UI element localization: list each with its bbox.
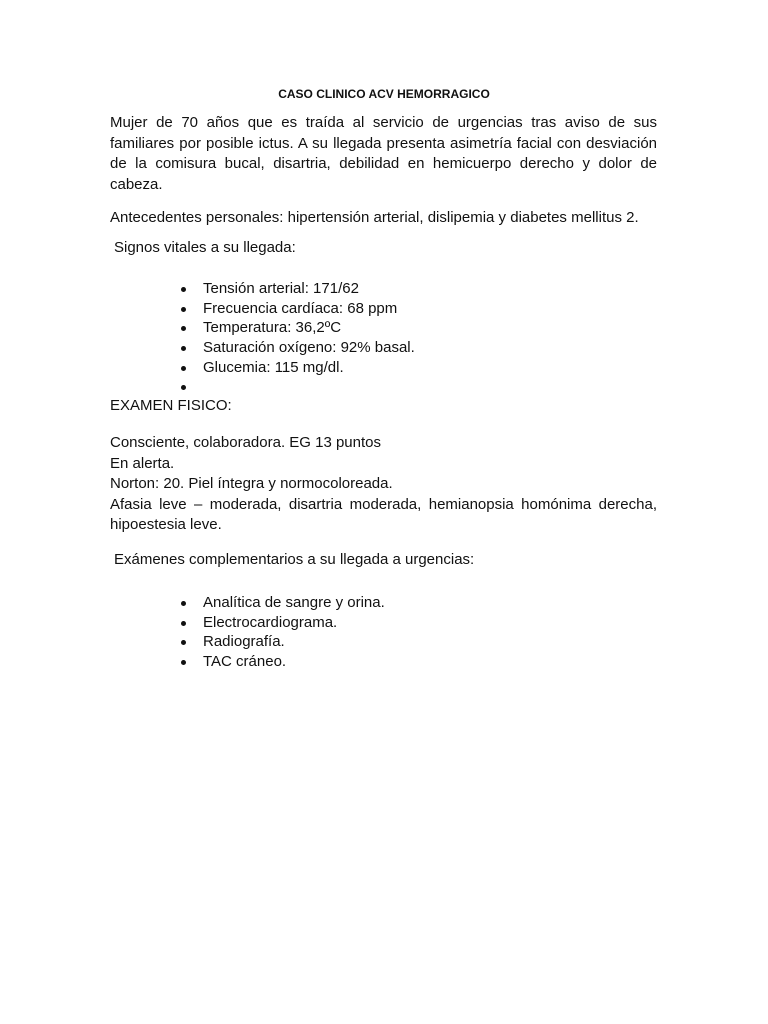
complementarios-heading: Exámenes complementarios a su llegada a urgencias: bbox=[114, 551, 475, 568]
antecedentes-paragraph: Antecedentes personales: hipertensión arterial, dislipemia y diabetes mellitus 2. bbox=[110, 209, 639, 226]
list-item: Radiografía. bbox=[182, 632, 385, 652]
document-title: CASO CLINICO ACV HEMORRAGICO bbox=[278, 87, 490, 101]
examen-line: En alerta. bbox=[110, 454, 175, 472]
examen-fisico-block bbox=[110, 433, 657, 536]
list-item: Temperatura: 36,2ºC bbox=[182, 318, 415, 338]
complementarios-list bbox=[182, 593, 385, 672]
list-item: Tensión arterial: 171/62 bbox=[182, 279, 415, 299]
intro-paragraph: Mujer de 70 años que es traída al servicio de urgencias tras aviso de sus familiares por posible ictus. A su llegada presenta asimetría facial con desviación de la comisura bucal, disartria, debilidad en hemicuerpo derecho y dolor de cabeza. bbox=[110, 114, 657, 193]
signos-vitales-list bbox=[182, 279, 415, 397]
list-item bbox=[182, 377, 415, 397]
examen-fisico-heading: EXAMEN FISICO: bbox=[110, 397, 232, 414]
examen-line: Norton: 20. Piel íntegra y normocoloreada. bbox=[110, 475, 393, 492]
list-item: Glucemia: 115 mg/dl. bbox=[182, 358, 415, 378]
examen-line: Consciente, colaboradora. EG 13 puntos bbox=[110, 434, 382, 451]
signos-vitales-heading: Signos vitales a su llegada: bbox=[114, 239, 296, 256]
list-item: Saturación oxígeno: 92% basal. bbox=[182, 338, 415, 358]
list-item: Electrocardiograma. bbox=[182, 613, 385, 633]
list-item: Frecuencia cardíaca: 68 ppm bbox=[182, 299, 415, 319]
list-item: TAC cráneo. bbox=[182, 652, 385, 672]
examen-line: Afasia leve – moderada, disartria moderada, hemianopsia homónima derecha, hipoestesia leve. bbox=[110, 495, 657, 533]
list-item: Analítica de sangre y orina. bbox=[182, 593, 385, 613]
